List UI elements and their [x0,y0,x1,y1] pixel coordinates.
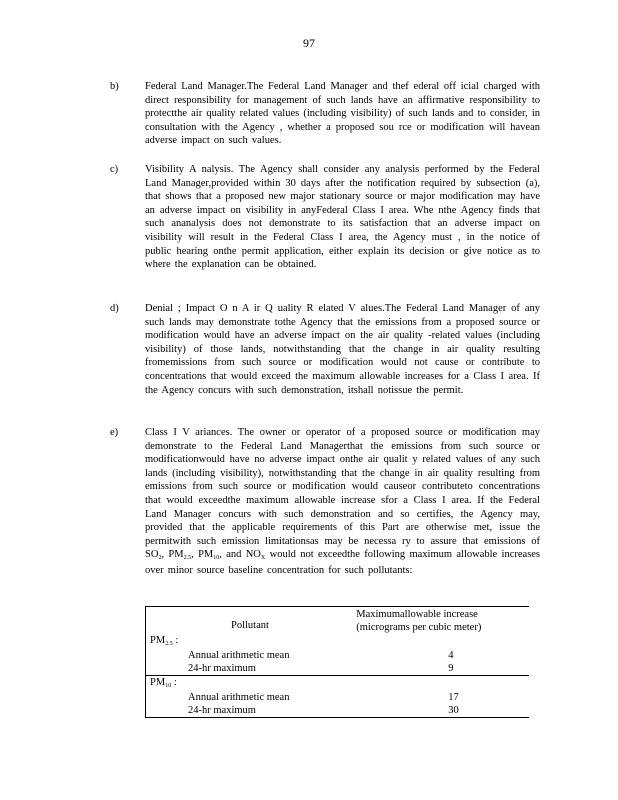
paragraph-label: d) [110,303,119,314]
row-label: 24-hr maximum [146,704,353,718]
table-row [146,691,530,704]
row-value: 4 [448,650,454,661]
table-header-row [146,607,530,635]
group-suffix: : [175,635,179,646]
subscript: 2.5 [165,641,173,647]
paragraph-text: Denial ; Impact O n A ir Q uality R elated V alues.The Federal Land Manager of any such lands may demonstrate tothe Agency that the emissions from a proposed source or modification would have an adverse impact on the air quality -related values (including visibility) of those lands, notwithstanding that the change in air quality resulting fromemissions from such source or modification would not cause or contribute to concentrations that would exceed the maximum allowable increases for a Class I area. If the Agency concurs with such demonstration, itshall notissue the permit. [145,303,540,396]
header-max-line2: (micrograms per cubic meter) [356,622,482,633]
paragraph-label: c) [110,164,119,175]
row-value: 9 [448,663,454,674]
row-value: 17 [448,692,459,703]
header-max-line1: Maximumallowable increase [356,609,478,620]
row-value: 30 [352,704,529,718]
table-row [146,704,530,718]
paragraph-text-segment: , PM [161,549,184,561]
row-label: Annual arithmetic mean [146,691,353,704]
paragraph-text [145,426,540,578]
group-name: PM [150,635,166,646]
subscript: 10 [165,683,172,689]
table-group-label [146,634,530,649]
paragraph-text: Visibility A nalysis. The Agency shall consider any analysis performed by the Federal Land Manager,provided within 30 days after the notification required by subsection (a), that shows that a proposed new major stationary source or major modification may have an adverse impact on visibility in anyFederal Class I area. Whe nthe Agency finds that such ananalysis does not demonstrate to its satisfaction that an adverse impact on visibility will result in the Federal Class I area, the Agency must , in the notice of public hearing onthe permit application, either explain its decision or give notice as to where the explanation can be obtained. [145,164,540,271]
group-pm25 [146,634,530,649]
paragraph-text-segment: Class I V ariances. The owner or operator of a proposed source or modification may demonstrate to the Federal Land Managerthat the emissions from such source or modificationwould have no adverse impact onthe air qualit y related values of any such lands (including visibility), notwithstanding that the change in air quality resulting from emissions from such source or modification would causeor contributeto concentrations that would exceedthe maximum allowable increase sfor a Class I area. If the Federal Land Manager concurs with such demonstration and so certifies, the Agency may, provided that the applicable requirements of this Part are otherwise met, issue the permitwith such emission limitationsas may be necessa ry to assure that emissions of SO [145,427,540,561]
table-row [146,662,530,676]
table-group-label [146,676,530,692]
group-pm10 [146,676,530,692]
table-row [146,649,530,662]
paragraph-text-segment: , PM [191,549,214,561]
paragraph-text-segment: , and NO [219,549,261,561]
subscript: 2 [158,555,162,562]
paragraph-label: e) [110,427,119,438]
paragraph-label: b) [110,81,119,92]
paragraph-text: Federal Land Manager.The Federal Land Manager and thef ederal off icial charged with direct responsibility for management of such lands have an affirmative responsibility to protectthe air quality related values (including visibility) of such lands and to consider, in consultation with the Agency , whether a proposed sou rce or modification will havean adverse impact on such values. [145,81,540,147]
header-max-increase [352,607,529,635]
subscript: 10 [213,555,220,562]
header-pollutant: Pollutant [146,607,353,635]
pollutant-table [145,606,529,718]
row-label: 24-hr maximum [146,662,353,676]
group-name: PM [150,677,166,688]
group-suffix: : [173,677,177,688]
page-number: 97 [303,36,315,50]
paragraph-text-segment: would not exceedthe following maximum allowable increases over minor source baseline concentration for such pollutants: [145,549,541,576]
row-label: Annual arithmetic mean [146,649,353,662]
subscript: 2.5 [183,555,192,562]
subscript: X [260,555,266,562]
